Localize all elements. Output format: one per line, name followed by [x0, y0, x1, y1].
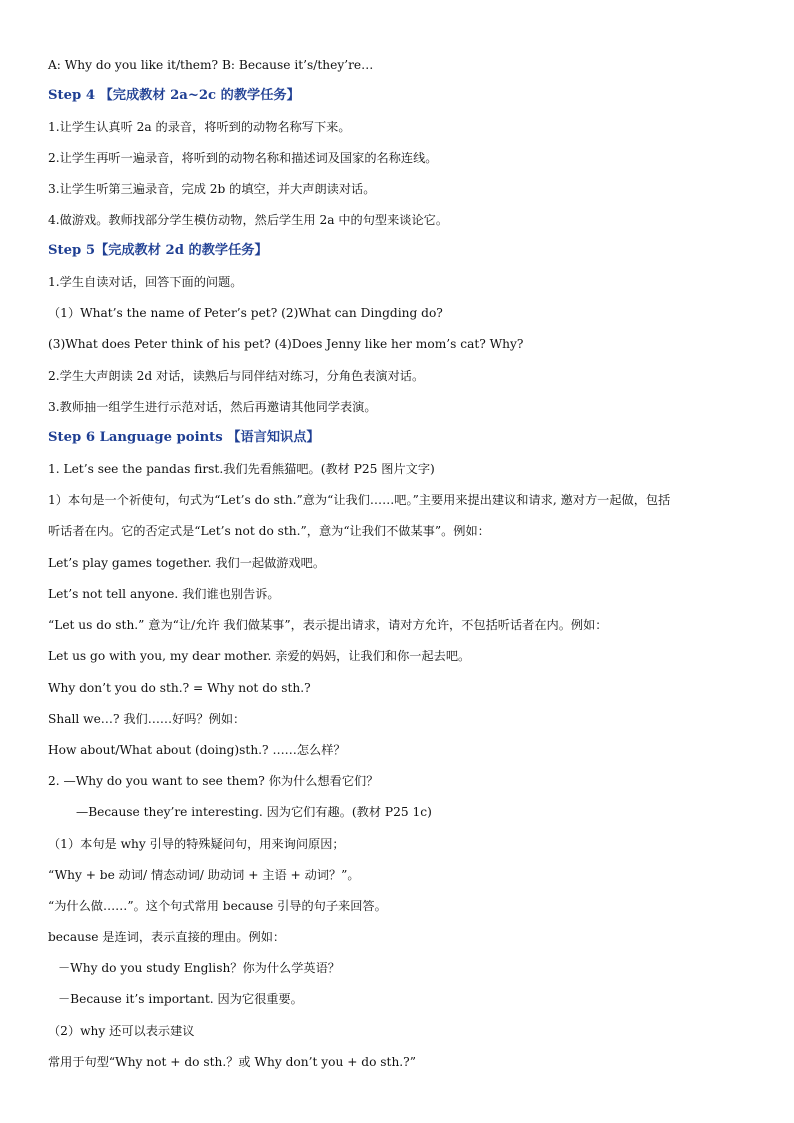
text-line: 常用于句型“Why not + do sth.？或 Why don’t you + do sth.?” [48, 1055, 416, 1069]
text-line: Shall we…? 我们……好吗？例如： [48, 712, 246, 726]
text-line: Why don’t you do sth.? = Why not do sth.? [48, 681, 311, 695]
text-line: －Because it’s important. 因为它很重要。 [58, 992, 303, 1006]
text-line: （2）why 还可以表示建议 [48, 1024, 195, 1038]
text-line: 2.学生大声朗读 2d 对话，读熟后与同伴结对练习，分角色表演对话。 [48, 369, 425, 383]
step-4-heading: Step 4 【完成教材 2a~2c 的教学任务】 [48, 88, 300, 103]
text-line: “Why + be 动词/ 情态动词/ 助动词 + 主语 + 动词？”。 [48, 868, 360, 882]
text-line: （1）What’s the name of Peter’s pet? (2)What can Dingding do? [48, 306, 443, 320]
text-line: A: Why do you like it/them? B: Because it’s/they’re… [48, 58, 374, 72]
text-line: because 是连词，表示直接的理由。例如： [48, 930, 286, 944]
text-line: 3.让学生听第三遍录音，完成 2b 的填空，并大声朗读对话。 [48, 182, 376, 196]
text-line: （1）本句是 why 引导的特殊疑问句，用来询问原因； [48, 837, 345, 851]
text-line: Let’s not tell anyone. 我们谁也别告诉。 [48, 587, 280, 601]
text-line: －Why do you study English？你为什么学英语？ [58, 961, 340, 975]
step-5-heading: Step 5【完成教材 2d 的教学任务】 [48, 243, 268, 258]
text-line: 1.学生自读对话，回答下面的问题。 [48, 275, 243, 289]
text-line: Let us go with you, my dear mother. 亲爱的妈妈，让我们和你一起去吧。 [48, 649, 471, 663]
text-line: 3.教师抽一组学生进行示范对话，然后再邀请其他同学表演。 [48, 400, 377, 414]
text-line: 2.让学生再听一遍录音，将听到的动物名称和描述词及国家的名称连线。 [48, 151, 438, 165]
text-line: 听话者在内。它的否定式是“Let’s not do sth.”，意为“让我们不做某事”。例如： [48, 524, 490, 538]
text-line: “Let us do sth.” 意为“让/允许 我们做某事”，表示提出请求，请对方允许，不包括听话者在内。例如： [48, 618, 608, 632]
text-line: 1. Let’s see the pandas first.我们先看熊猫吧。(教材 P25 图片文字) [48, 462, 435, 476]
text-line: 1）本句是一个祈使句，句式为“Let’s do sth.”意为“让我们……吧。”主要用来提出建议和请求, 邀对方一起做，包括 [48, 493, 671, 507]
step-6-heading: Step 6 Language points 【语言知识点】 [48, 430, 320, 445]
text-line: How about/What about (doing)sth.? ……怎么样？ [48, 743, 346, 757]
text-line: 1.让学生认真听 2a 的录音，将听到的动物名称写下来。 [48, 120, 351, 134]
text-line: —Because they’re interesting. 因为它们有趣。(教材 P25 1c) [76, 805, 432, 819]
text-line: 2. —Why do you want to see them? 你为什么想看它们？ [48, 774, 379, 788]
text-line: Let’s play games together. 我们一起做游戏吧。 [48, 556, 326, 570]
text-line: (3)What does Peter think of his pet? (4)Does Jenny like her mom’s cat? Why? [48, 337, 524, 351]
text-line: 4.做游戏。教师找部分学生模仿动物，然后学生用 2a 中的句型来谈论它。 [48, 213, 449, 227]
text-line: “为什么做……”。这个句式常用 because 引导的句子来回答。 [48, 899, 387, 913]
